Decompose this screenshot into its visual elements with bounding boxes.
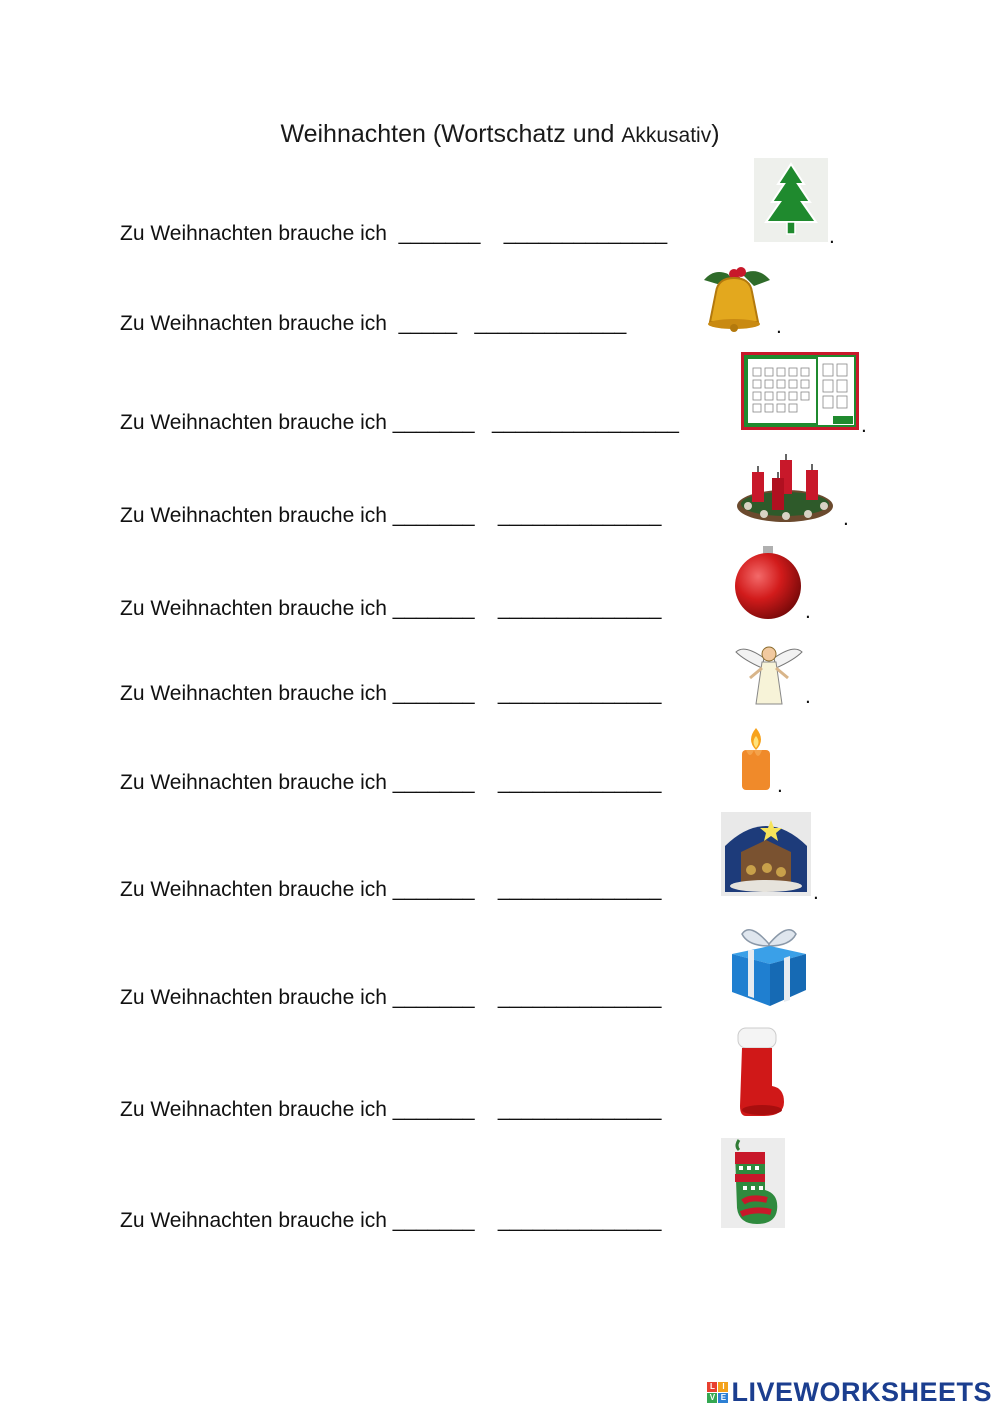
sentence-text: Zu Weihnachten brauche ich — [120, 597, 393, 620]
sentence-row-6 — [120, 681, 661, 707]
logo-grid-icon — [707, 1382, 728, 1403]
sentence-text: Zu Weihnachten brauche ich — [120, 411, 393, 434]
liveworksheets-logo — [707, 1376, 992, 1408]
sentence-text: Zu Weihnachten brauche ich — [120, 312, 393, 335]
stocking-icon — [721, 1138, 785, 1228]
noun-blank[interactable]: ______________ — [486, 222, 668, 245]
nativity-scene-icon — [721, 812, 811, 896]
noun-blank[interactable]: ______________ — [480, 1098, 662, 1121]
article-blank[interactable]: _____ — [392, 312, 463, 335]
gift-icon — [728, 920, 810, 1008]
noun-blank[interactable]: ______________ — [480, 682, 662, 705]
article-blank[interactable]: _______ — [392, 597, 481, 620]
advent-wreath-icon — [734, 452, 836, 526]
sentence-row-9 — [120, 985, 661, 1011]
bell-icon — [694, 260, 776, 334]
sentence-text: Zu Weihnachten brauche ich — [120, 1098, 393, 1121]
title-main: Weihnachten (Wortschatz und — [280, 120, 622, 148]
sentence-period: . — [829, 225, 835, 248]
noun-blank[interactable]: ______________ — [480, 771, 662, 794]
sentence-text: Zu Weihnachten brauche ich — [120, 682, 393, 705]
sentence-row-8 — [120, 877, 661, 903]
sentence-text: Zu Weihnachten brauche ich — [120, 222, 393, 245]
sentence-text: Zu Weihnachten brauche ich — [120, 771, 393, 794]
sentence-period: . — [805, 685, 811, 708]
sentence-period: . — [813, 881, 819, 904]
sentence-text: Zu Weihnachten brauche ich — [120, 504, 393, 527]
sentence-text: Zu Weihnachten brauche ich — [120, 986, 393, 1009]
title-close: ) — [711, 120, 720, 148]
logo-grid-letter: L — [707, 1382, 717, 1392]
noun-blank[interactable]: ______________ — [480, 986, 662, 1009]
article-blank[interactable]: _______ — [392, 771, 481, 794]
sentence-text: Zu Weihnachten brauche ich — [120, 1209, 393, 1232]
sentence-row-2 — [120, 311, 626, 337]
candle-icon — [736, 726, 776, 792]
sentence-text: Zu Weihnachten brauche ich — [120, 878, 393, 901]
noun-blank[interactable]: ________________ — [480, 411, 679, 434]
noun-blank[interactable]: _____________ — [462, 312, 627, 335]
sentence-row-10 — [120, 1097, 661, 1123]
article-blank[interactable]: _______ — [392, 878, 481, 901]
noun-blank[interactable]: ______________ — [480, 597, 662, 620]
sentence-row-4 — [120, 503, 661, 529]
logo-grid-letter: E — [718, 1393, 728, 1403]
sentence-period: . — [861, 414, 867, 437]
noun-blank[interactable]: ______________ — [480, 504, 662, 527]
article-blank[interactable]: _______ — [392, 682, 481, 705]
sentence-period: . — [805, 600, 811, 623]
logo-grid-letter: I — [718, 1382, 728, 1392]
sentence-row-1 — [120, 221, 667, 247]
article-blank[interactable]: _______ — [392, 222, 487, 245]
santa-boot-icon — [734, 1026, 786, 1120]
noun-blank[interactable]: ______________ — [480, 1209, 662, 1232]
article-blank[interactable]: _______ — [392, 1209, 481, 1232]
sentence-row-7 — [120, 770, 661, 796]
angel-icon — [734, 638, 804, 706]
sentence-period: . — [843, 507, 849, 530]
sentence-period: . — [777, 774, 783, 797]
article-blank[interactable]: _______ — [392, 1098, 481, 1121]
article-blank[interactable]: _______ — [392, 504, 481, 527]
title-small: Akkusativ — [621, 124, 712, 147]
sentence-period: . — [776, 315, 782, 338]
noun-blank[interactable]: ______________ — [480, 878, 662, 901]
sentence-row-11 — [120, 1208, 661, 1234]
article-blank[interactable]: _______ — [392, 986, 481, 1009]
advent-calendar-icon — [741, 352, 859, 430]
logo-grid-letter: V — [707, 1393, 717, 1403]
ornament-ball-icon — [732, 544, 804, 620]
article-blank[interactable]: _______ — [392, 411, 481, 434]
sentence-row-3 — [120, 410, 679, 436]
brand-wordmark: LIVEWORKSHEETS — [731, 1376, 992, 1407]
page-title — [0, 120, 1000, 149]
sentence-row-5 — [120, 596, 661, 622]
christmas-tree-icon — [754, 158, 828, 242]
